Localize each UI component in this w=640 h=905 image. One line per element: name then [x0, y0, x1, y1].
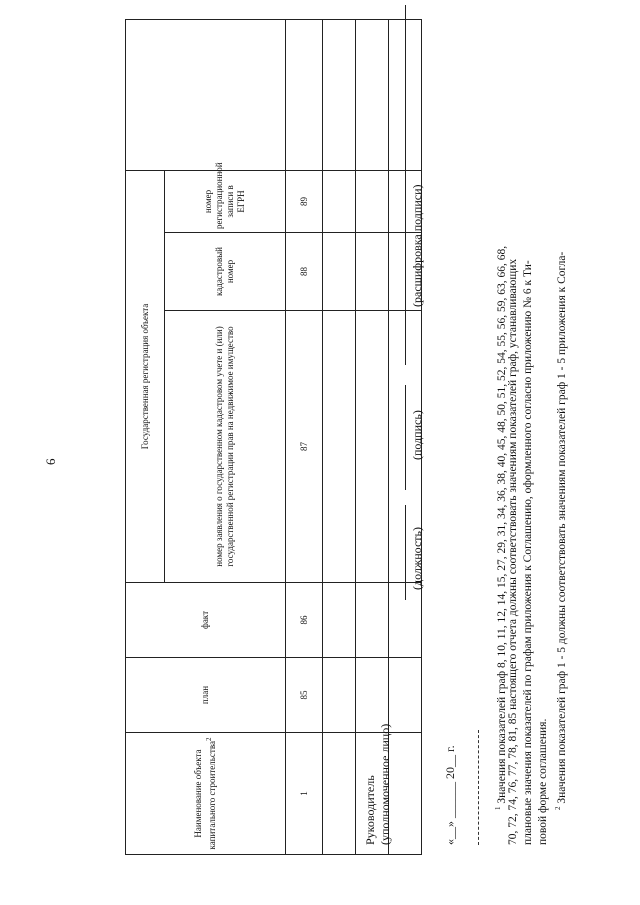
- header-cadastral-number: кадастровый номер: [165, 233, 286, 311]
- footnote-1-line-4: повой форме соглашения.: [537, 718, 549, 845]
- column-number: 88: [286, 233, 323, 311]
- signature-line: [405, 385, 406, 490]
- signature-caption: (подпись): [410, 410, 424, 460]
- table-cell: [286, 19, 323, 170]
- header-application-number: номер заявления о государственном кадастровом учете и (или) государственной регистрации прав на недвижимое имущество: [165, 311, 286, 583]
- decoding-caption: (расшифровка подписи): [410, 184, 424, 307]
- header-egrn-record: номер регистрационной записи в ЕГРН: [165, 170, 286, 232]
- footnote-separator: [478, 730, 479, 845]
- position-caption: (должность): [410, 527, 424, 590]
- column-number: 89: [286, 170, 323, 232]
- column-number: 85: [286, 658, 323, 733]
- header-blank: [126, 19, 286, 170]
- column-number: 86: [286, 583, 323, 658]
- table-row: [323, 19, 356, 854]
- position-line: [405, 505, 406, 600]
- decoding-line: [405, 5, 406, 365]
- column-number: 87: [286, 311, 323, 583]
- header-plan: план: [126, 658, 286, 733]
- authorized-person-label: (уполномоченное лицо): [378, 723, 392, 845]
- header-object-name: Наименование объекта капитального строительства$^2$: [126, 733, 286, 855]
- date-line: «__» ______ 20__ г.: [443, 745, 457, 845]
- head-label: Руководитель: [363, 775, 377, 845]
- header-fact: факт: [126, 583, 286, 658]
- footnote-1-line-2: 70, 72, 74, 76, 77, 78, 81, 85 настоящего отчета должны соответствовать значениям показателей граф, устанавливающих: [507, 258, 519, 845]
- column-number: 1: [286, 733, 323, 855]
- footnote-1-line-3: плановые значения показателей по графам приложения к Соглашению, оформленного согласно приложению № 6 к Ти-: [522, 260, 534, 845]
- page-number: 6: [43, 458, 58, 465]
- footnote-1-line-1: $^1$ Значения показателей граф 8, 10, 11, 12, 14, 15, 27, 29, 31, 34, 36, 38, 40, 45, 48, 50, 51, 52, 54, 55, 56, 59, 63, 66, 68,: [494, 245, 508, 810]
- header-state-registration: Государственная регистрация объекта: [126, 170, 165, 582]
- footnote-2-line-1: $^2$ Значения показателей граф 1 - 5 должны соответствовать значениям показателей граф 1 - 5 приложения к Согла-: [554, 251, 568, 810]
